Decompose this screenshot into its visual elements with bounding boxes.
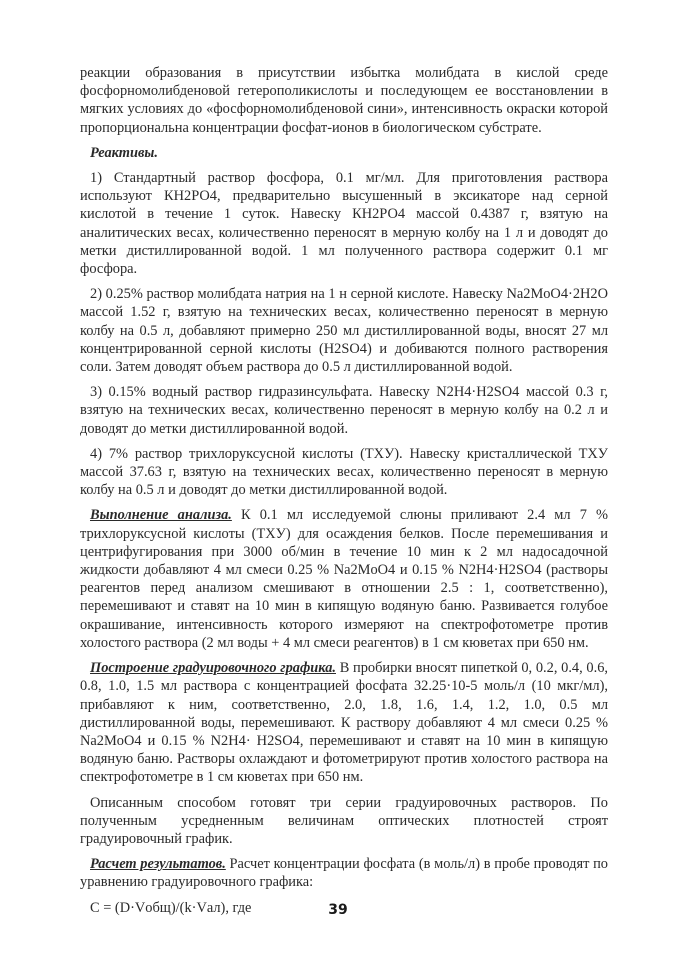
series-paragraph: Описанным способом готовят три серии градуировочных растворов. По полученным усредненным величинам оптических плотностей строят градуировочный график.: [80, 794, 608, 847]
analysis-heading: Выполнение анализа.: [90, 507, 232, 524]
page-body: [80, 64, 608, 924]
reagent-item-1: 1) Стандартный раствор фосфора, 0.1 мг/мл. Для приготовления раствора используют КН2РО4, предварительно высушенный в эксикаторе над серной кислотой в течение 1 суток. Навеску КН2РО4 массой 0.4387 г, взятую на аналитических весах, количественно переносят в мерную колбу на 1 л и доводят до метки дистиллированной водой. 1 мл полученного раствора содержит 0.1 мг фосфора.: [80, 170, 608, 278]
page-number: 39: [328, 902, 348, 918]
calibration-paragraph: [80, 659, 608, 786]
intro-paragraph: реакции образования в присутствии избытка молибдата в кислой среде фосфорномолибденовой гетерополикислоты и последующем ее восстановлении в мягких условиях до «фосфорномолибденовой сини», интенсивность окраски которой пропорциональна концентрации фосфат-ионов в биологическом субстрате.: [80, 65, 608, 136]
calculation-heading: Расчет результатов.: [90, 856, 226, 873]
calibration-heading: Построение градуировочного графика.: [90, 660, 336, 677]
reagent-item-4: 4) 7% раствор трихлоруксусной кислоты (ТХУ). Навеску кристаллической ТХУ массой 37.63 г, взятую на технических весах, количественно переносят в мерную колбу на 0.5 л и доводят до метки дистиллированной водой.: [80, 445, 608, 499]
analysis-paragraph: [80, 506, 608, 652]
reagent-item-2: 2) 0.25% раствор молибдата натрия на 1 н серной кислоте. Навеску Na2MoO4·2H2O массой 1.52 г, взятую на технических весах, количественно переносят в мерную колбу на 0.5 л, добавляют примерно 250 мл дистиллированной воды, вносят 27 мл концентрированной серной кислоты (H2SO4) и добиваются полного растворения соли. Затем доводят объем раствора до 0.5 л дистиллированной водой.: [80, 286, 608, 376]
reagent-item-3: 3) 0.15% водный раствор гидразинсульфата. Навеску N2H4·H2SO4 массой 0.3 г, взятую на технических весах, количественно переносят в мерную колбу на 0.2 л и доводят до метки дистиллированной водой.: [80, 384, 608, 437]
calibration-text: В пробирки вносят пипеткой 0, 0.2, 0.4, 0.6, 0.8, 1.0, 1.5 мл раствора с концентрацией фосфата 32.25·10-5 моль/л (10 мкг/мл), прибавляют к ним, соответственно, 2.0, 1.8, 1.6, 1.4, 1.2, 1.0, 0.5 мл дистиллированной воды, перемешивают. К раствору добавляют 4 мл смеси 0.25 % Na2MoO4 и 0.15 % N2H4· H2SO4, перемешивают и ставят на 10 мин в кипящую водяную баню. Растворы охлаждают и фотометрируют против холостого раствора на спектрофотометре в 1 см кюветах при 650 нм.: [80, 660, 608, 786]
analysis-text: К 0.1 мл исследуемой слюны приливают 2.4 мл 7 % трихлоруксусной кислоты (ТХУ) для осаждения белков. После перемешивания и центрифугирования при 3000 об/мин в течение 10 мин к 2 мл надосадочной жидкости добавляют 4 мл смеси 0.25 % Na2MoO4 и 0.15 % N2H4·H2SO4 (растворы реагентов перед анализом смешивают в отношении 2.5 : 1, соответственно), перемешивают и ставят на 10 мин в кипящую водяную баню. Развивается голубое окрашивание, интенсивность которого измеряют на спектрофотометре против холостого раствора (2 мл воды + 4 мл смеси реагентов) в 1 см кюветах при 650 нм.: [80, 507, 608, 651]
formula-line: С = (D·Vобщ)/(k·Vал), где: [90, 899, 252, 916]
reagents-heading: [80, 144, 608, 162]
reagents-heading-text: Реактивы.: [90, 144, 158, 161]
calculation-paragraph: [80, 855, 608, 891]
calculation-text: Расчет концентрации фосфата (в моль/л) в пробе проводят по уравнению градуировочного графика:: [80, 856, 608, 891]
